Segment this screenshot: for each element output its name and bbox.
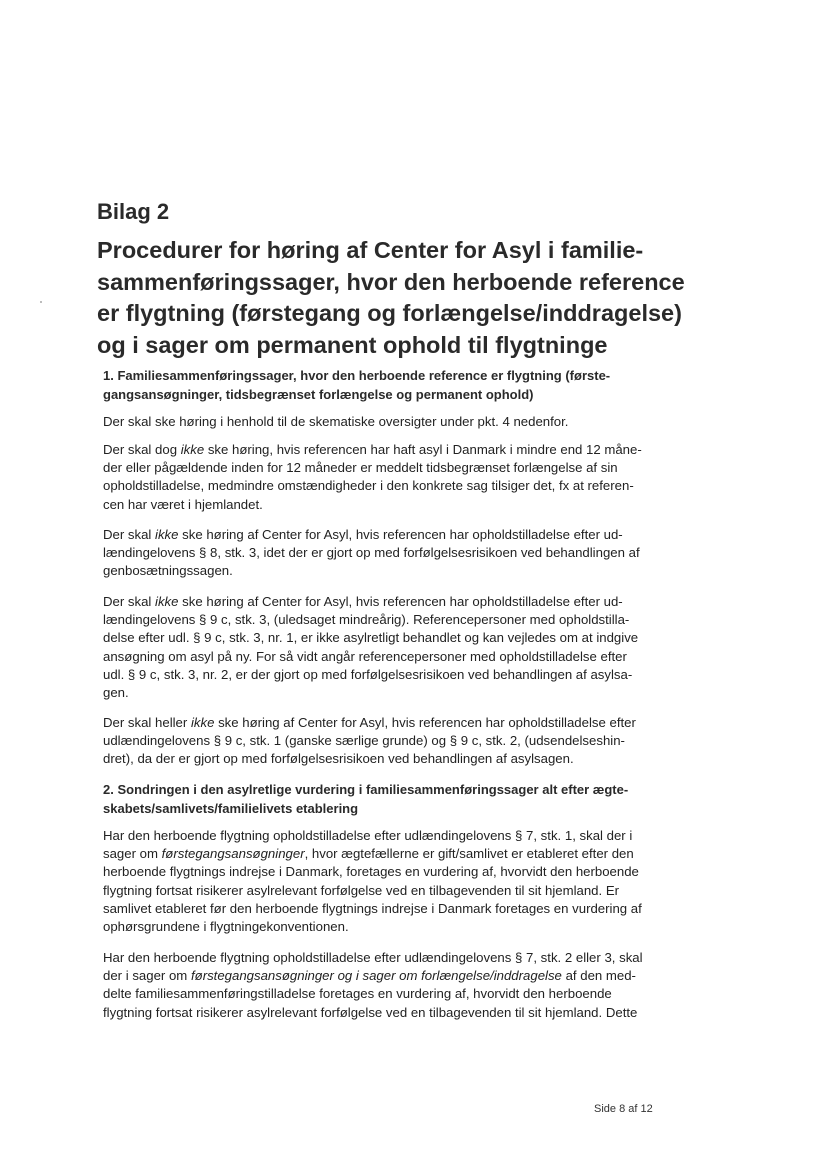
text-line: samlivet etableret før den herboende flygtnings indrejse i Danmark foretages en vurdering af	[103, 900, 642, 916]
main-title-line: og i sager om permanent ophold til flygtninge	[97, 331, 608, 358]
main-title	[97, 235, 697, 361]
text-line: udlændingelovens § 9 c, stk. 1 (ganske særlige grunde) og § 9 c, stk. 2, (udsendelseshin-	[103, 733, 625, 749]
text-line: udl. § 9 c, stk. 3, nr. 2, er der gjort op med forfølgelsesrisikoen ved behandlingen af asylsa-	[103, 666, 633, 682]
emphasis: ikke	[155, 527, 179, 542]
text-line: flygtning fortsat risikerer asylrelevant forfølgelse ved en tilbagevenden til sit hjemland. Dette	[103, 1004, 638, 1020]
section-2-paragraph-2	[103, 949, 683, 1022]
emphasis: ikke	[155, 594, 179, 609]
text-line: genbosætningssagen.	[103, 563, 233, 579]
section-1-heading	[103, 366, 673, 404]
text-run: Der skal	[103, 594, 156, 609]
text-run: Der skal dog	[103, 442, 181, 457]
text-line: ansøgning om asyl på ny. For så vidt angår referencepersoner med opholdstilladelse efter	[103, 648, 627, 664]
text-line: lændingelovens § 9 c, stk. 3, (uledsaget mindreårig). Referencepersoner med opholdstilla-	[103, 612, 630, 628]
text-line: flygtning fortsat risikerer asylrelevant forfølgelse ved en tilbagevenden til sit hjemland. Er	[103, 882, 620, 898]
text-run: der i sager om	[103, 968, 191, 984]
emphasis: ikke	[180, 442, 205, 457]
text-line	[103, 526, 683, 544]
text-line: dret), da der er gjort op med forfølgelsesrisikoen ved behandlingen af asylsagen.	[103, 751, 574, 767]
text-line: Har den herboende flygtning opholdstilladelse efter udlændingelovens § 7, stk. 2 eller 3, skal	[103, 950, 643, 965]
section-1-heading-line: 1. Familiesammenføringssager, hvor den herboende reference er flygtning (første-	[103, 368, 611, 383]
annex-title: Bilag 2	[97, 199, 170, 224]
emphasis: førstegangsansøgninger og i sager om forlængelse/inddragelse	[190, 968, 562, 984]
text-run: ske høring, hvis referencen har haft asyl i Danmark i mindre end 12 måne-	[204, 442, 642, 457]
text-line: gen.	[103, 685, 129, 701]
text-run: Der skal heller	[103, 715, 191, 730]
text-run: , hvor ægtefællerne er gift/samlivet er etableret efter den	[304, 846, 634, 862]
text-line	[103, 441, 683, 459]
section-1-paragraph-4	[103, 593, 683, 702]
main-title-line: Procedurer for høring af Center for Asyl i familie-	[97, 237, 644, 263]
section-1-heading-line: gangsansøgninger, tidsbegrænset forlængelse og permanent ophold)	[103, 387, 534, 402]
text-line: delte familiesammenføringstilladelse foretages en vurdering af, hvorvidt den herboende	[103, 986, 612, 1002]
margin-mark	[40, 301, 42, 303]
text-run: Der skal	[103, 527, 156, 542]
text-line: opholdstilladelse, medmindre omstændigheder i den konkrete sag tilsiger det, fx at referen-	[103, 478, 634, 494]
section-2-heading-line: 2. Sondringen i den asylretlige vurdering i familiesammenføringssager alt efter ægte-	[103, 782, 629, 797]
text-line	[103, 714, 683, 732]
section-2-heading	[103, 780, 673, 818]
text-line: Har den herboende flygtning opholdstilladelse efter udlændingelovens § 7, stk. 1, skal der i	[103, 828, 633, 843]
section-1-paragraph-3	[103, 526, 683, 581]
text-run: ske høring af Center for Asyl, hvis referencen har opholdstilladelse efter ud-	[178, 594, 623, 609]
emphasis: ikke	[190, 715, 215, 730]
text-run: ske høring af Center for Asyl, hvis referencen har opholdstilladelse efter ud-	[178, 527, 623, 542]
main-title-line: er flygtning (førstegang og forlængelse/inddragelse)	[97, 300, 682, 326]
section-2-heading-line: skabets/samlivets/familielivets etablering	[103, 801, 359, 816]
text-line	[103, 967, 683, 985]
text-line: der eller pågældende inden for 12 måneder er meddelt tidsbegrænset forlængelse af sin	[103, 460, 618, 476]
text-run: af den med-	[561, 968, 636, 984]
text-line: lændingelovens § 8, stk. 3, idet der er gjort op med forfølgelsesrisikoen ved behandlingen af	[103, 545, 640, 561]
text-run: sager om	[103, 846, 162, 862]
text-line: herboende flygtnings indrejse i Danmark, foretages en vurdering af, hvorvidt den herboende	[103, 864, 639, 880]
text-line	[103, 845, 683, 863]
text-line	[103, 593, 683, 611]
text-line: cen har været i hjemlandet.	[103, 496, 263, 512]
emphasis: førstegangsansøgninger	[161, 846, 305, 862]
text-line: Der skal ske høring i henhold til de skematiske oversigter under pkt. 4 nedenfor.	[103, 414, 569, 429]
main-title-line: sammenføringssager, hvor den herboende reference	[97, 268, 685, 295]
section-1-paragraph-5	[103, 714, 683, 769]
text-line: ophørsgrundene i flygtningekonventionen.	[103, 919, 349, 935]
section-2-paragraph-1	[103, 827, 683, 936]
text-run: ske høring af Center for Asyl, hvis referencen har opholdstilladelse efter	[214, 715, 636, 730]
text-line: delse efter udl. § 9 c, stk. 3, nr. 1, er ikke asylretligt behandlet og kan vejledes om at indgive	[103, 630, 639, 646]
section-1-paragraph-1	[103, 413, 683, 431]
page-number: Side 8 af 12	[594, 1103, 653, 1115]
section-1-paragraph-2	[103, 441, 683, 514]
